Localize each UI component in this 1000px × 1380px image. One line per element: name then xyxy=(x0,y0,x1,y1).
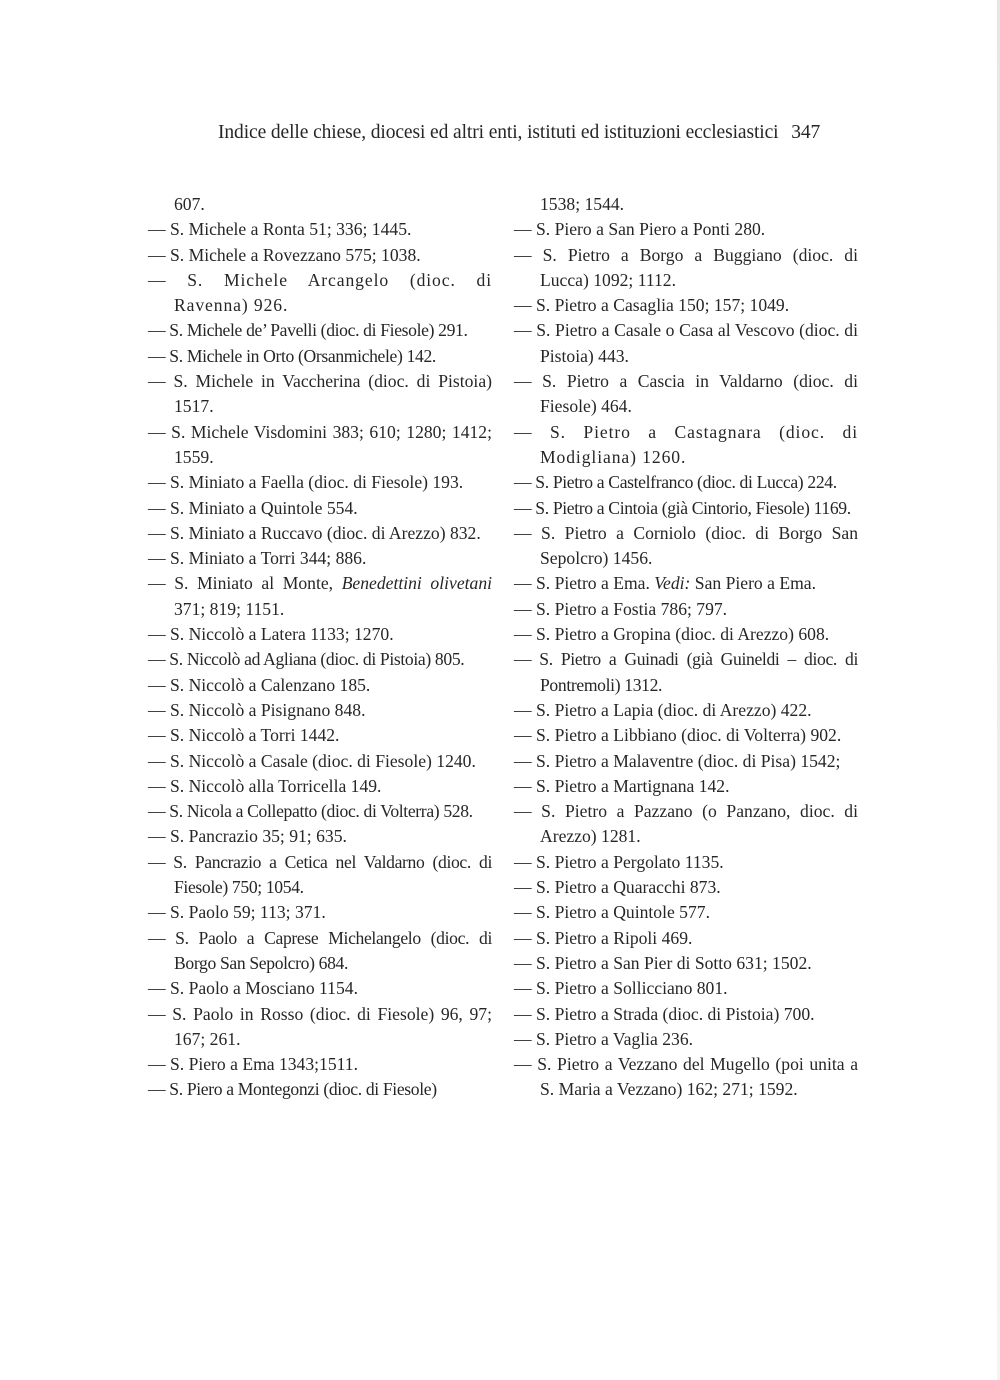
index-entry xyxy=(514,900,858,925)
index-entry xyxy=(148,192,492,217)
index-entry xyxy=(148,1077,492,1102)
running-head xyxy=(218,121,858,145)
index-entry xyxy=(148,1052,492,1077)
index-entry xyxy=(148,420,492,471)
index-entry-text: — S. Michele in Orto (Orsanmichele) 142. xyxy=(148,345,436,366)
index-entry xyxy=(514,723,858,748)
index-entry xyxy=(148,673,492,698)
index-entry-text: — S. Michele Arcangelo (dioc. di Ravenna) 926. xyxy=(148,269,492,316)
index-entry-text: — S. Pietro a Borgo a Buggiano (dioc. di Lucca) 1092; 1112. xyxy=(514,244,858,290)
index-entry-text: — S. Pietro a Pazzano (o Panzano, dioc. di Arezzo) 1281. xyxy=(514,801,858,847)
index-entry-text: — S. Pietro a Castagnara (dioc. di Modigliana) 1260. xyxy=(514,421,858,467)
index-entry-text: — S. Pietro a Castelfranco (dioc. di Lucca) 224. xyxy=(514,472,837,493)
index-entry xyxy=(514,951,858,976)
index-column-right xyxy=(514,192,858,1103)
index-column-left xyxy=(148,192,492,1103)
index-entry-italic: Benedettini olivetani xyxy=(341,573,492,594)
index-entry xyxy=(514,698,858,723)
index-entry-text: — S. Pietro a Sollicciano 801. xyxy=(514,978,728,999)
index-entry-refs: San Piero a Ema. xyxy=(690,573,816,594)
index-entry-text: — S. Pietro a Casaglia 150; 157; 1049. xyxy=(514,295,790,316)
index-entry-text: — S. Paolo a Mosciano 1154. xyxy=(148,978,358,999)
index-entry-text: — S. Niccolò a Torri 1442. xyxy=(148,725,340,746)
index-entry-text: — S. Niccolò alla Torricella 149. xyxy=(148,775,382,796)
index-entry-text: — S. Nicola a Collepatto (dioc. di Volterra) 528. xyxy=(148,801,473,822)
index-entry-text: — S. Michele a Ronta 51; 336; 1445. xyxy=(148,219,412,240)
index-entry-text: — S. Pietro a Ema. xyxy=(514,573,655,594)
index-entry-text: — S. Michele Visdomini 383; 610; 1280; 1412; 1559. xyxy=(148,421,492,467)
index-entry xyxy=(148,799,492,824)
index-entry xyxy=(514,749,858,774)
index-entry xyxy=(514,597,858,622)
index-entry xyxy=(514,926,858,951)
index-entry xyxy=(148,571,492,622)
index-entry xyxy=(514,850,858,875)
index-entry xyxy=(514,1052,858,1103)
index-entry xyxy=(514,369,858,420)
index-entry-text: — S. Niccolò a Calenzano 185. xyxy=(148,674,371,695)
index-entry xyxy=(148,318,492,343)
index-entry xyxy=(514,496,858,521)
index-entry xyxy=(148,698,492,723)
index-entry xyxy=(148,850,492,901)
index-entry xyxy=(514,318,858,369)
index-entry xyxy=(514,1002,858,1027)
index-entry xyxy=(148,824,492,849)
index-entry-text: — S. Miniato a Torri 344; 886. xyxy=(148,548,367,569)
index-entry xyxy=(148,369,492,420)
index-entry xyxy=(148,976,492,1001)
index-entry xyxy=(514,875,858,900)
index-entry xyxy=(148,647,492,672)
index-entry-text: — S. Niccolò a Pisignano 848. xyxy=(148,699,366,720)
index-entry xyxy=(148,1002,492,1053)
index-entry-text: — S. Pietro a Cintoia (già Cintorio, Fiesole) 1169. xyxy=(514,497,851,518)
index-entry-text: — S. Pietro a Vezzano del Mugello (poi unita a S. Maria a Vezzano) 162; 271; 1592. xyxy=(514,1054,858,1100)
index-entry-text: — S. Miniato al Monte, xyxy=(148,573,342,594)
index-entry-text: — S. Pietro a Martignana 142. xyxy=(514,775,730,796)
index-entry-text: — S. Piero a San Piero a Ponti 280. xyxy=(514,219,766,240)
index-entry-text: — S. Piero a Ema 1343;1511. xyxy=(148,1054,358,1075)
index-entry xyxy=(514,521,858,572)
index-entry xyxy=(148,900,492,925)
index-entry xyxy=(514,293,858,318)
index-entry-text: — S. Pietro a Casale o Casa al Vescovo (dioc. di Pistoia) 443. xyxy=(514,320,858,366)
index-entry-italic: Vedi: xyxy=(654,573,691,594)
index-entry-text: — S. Niccolò ad Agliana (dioc. di Pistoia) 805. xyxy=(148,649,465,670)
index-entry-text: — S. Pietro a Lapia (dioc. di Arezzo) 422. xyxy=(514,699,812,720)
index-entry xyxy=(514,571,858,596)
index-entry-text: — S. Pietro a Malaventre (dioc. di Pisa) 1542; xyxy=(514,750,841,771)
index-entry-text: — S. Pietro a Guinadi (già Guineldi – dioc. di Pontremoli) 1312. xyxy=(514,649,858,695)
index-entry xyxy=(514,192,858,217)
index-entry xyxy=(514,647,858,698)
index-entry-text: 1538; 1544. xyxy=(540,194,625,214)
index-entry-text: — S. Pietro a Gropina (dioc. di Arezzo) 608. xyxy=(514,624,830,645)
index-entry xyxy=(148,217,492,242)
index-entry xyxy=(148,243,492,268)
index-entry xyxy=(148,774,492,799)
index-entry xyxy=(514,774,858,799)
index-entry-text: — S. Pietro a Corniolo (dioc. di Borgo San Sepolcro) 1456. xyxy=(514,522,858,569)
index-entry-text: — S. Paolo in Rosso (dioc. di Fiesole) 96, 97; 167; 261. xyxy=(148,1003,492,1049)
index-entry-text: — S. Paolo 59; 113; 371. xyxy=(148,902,326,923)
index-entry-text: — S. Pietro a Quintole 577. xyxy=(514,902,710,923)
index-entry-text: — S. Pietro a Pergolato 1135. xyxy=(514,851,724,872)
index-entry xyxy=(514,976,858,1001)
index-entry-text: — S. Niccolò a Latera 1133; 1270. xyxy=(148,624,394,645)
index-entry-text: — S. Miniato a Quintole 554. xyxy=(148,497,358,518)
index-entry-refs: 371; 819; 1151. xyxy=(174,598,285,619)
index-entry xyxy=(514,799,858,850)
index-entry-text: — S. Pietro a Ripoli 469. xyxy=(514,927,693,948)
index-entry-text: — S. Pietro a Quaracchi 873. xyxy=(514,877,721,898)
index-entry xyxy=(514,420,858,471)
index-entry-text: — S. Pietro a Vaglia 236. xyxy=(514,1028,694,1049)
index-entry xyxy=(148,470,492,495)
index-entry-text: — S. Niccolò a Casale (dioc. di Fiesole) 1240. xyxy=(148,750,476,771)
index-entry xyxy=(514,470,858,495)
index-entry xyxy=(514,217,858,242)
index-entry-text: — S. Michele a Rovezzano 575; 1038. xyxy=(148,244,421,265)
index-entry-text: 607. xyxy=(174,194,205,214)
index-entry-text: — S. Pietro a Cascia in Valdarno (dioc. di Fiesole) 464. xyxy=(514,371,858,417)
index-entry xyxy=(148,622,492,647)
index-entry xyxy=(514,622,858,647)
index-entry xyxy=(148,521,492,546)
index-entry xyxy=(148,749,492,774)
index-entry-text: — S. Pietro a San Pier di Sotto 631; 1502. xyxy=(514,952,812,973)
page-number: 347 xyxy=(791,122,821,143)
index-entry xyxy=(148,546,492,571)
running-head-title: Indice delle chiese, diocesi ed altri enti, istituti ed istituzioni ecclesiastici xyxy=(218,122,779,143)
index-entry-text: — S. Pietro a Strada (dioc. di Pistoia) 700. xyxy=(514,1003,815,1024)
index-entry xyxy=(148,926,492,977)
index-entry-text: — S. Michele de’ Pavelli (dioc. di Fiesole) 291. xyxy=(148,320,468,341)
index-entry-text: — S. Paolo a Caprese Michelangelo (dioc. di Borgo San Sepolcro) 684. xyxy=(148,927,492,973)
index-entry-text: — S. Piero a Montegonzi (dioc. di Fiesole) xyxy=(148,1079,437,1100)
index-entry xyxy=(514,1027,858,1052)
index-entry xyxy=(514,243,858,294)
index-entry xyxy=(148,268,492,319)
index-entry xyxy=(148,344,492,369)
index-entry-text: — S. Michele in Vaccherina (dioc. di Pistoia) 1517. xyxy=(148,371,492,417)
index-entry-text: — S. Pietro a Libbiano (dioc. di Volterra) 902. xyxy=(514,725,842,746)
index-entry xyxy=(148,496,492,521)
index-entry-text: — S. Pietro a Fostia 786; 797. xyxy=(514,598,728,619)
index-entry-text: — S. Miniato a Ruccavo (dioc. di Arezzo) 832. xyxy=(148,522,481,543)
index-entry-text: — S. Miniato a Faella (dioc. di Fiesole) 193. xyxy=(148,472,464,493)
index-entry-text: — S. Pancrazio a Cetica nel Valdarno (dioc. di Fiesole) 750; 1054. xyxy=(148,851,492,898)
index-entry-text: — S. Pancrazio 35; 91; 635. xyxy=(148,826,347,847)
index-entry xyxy=(148,723,492,748)
